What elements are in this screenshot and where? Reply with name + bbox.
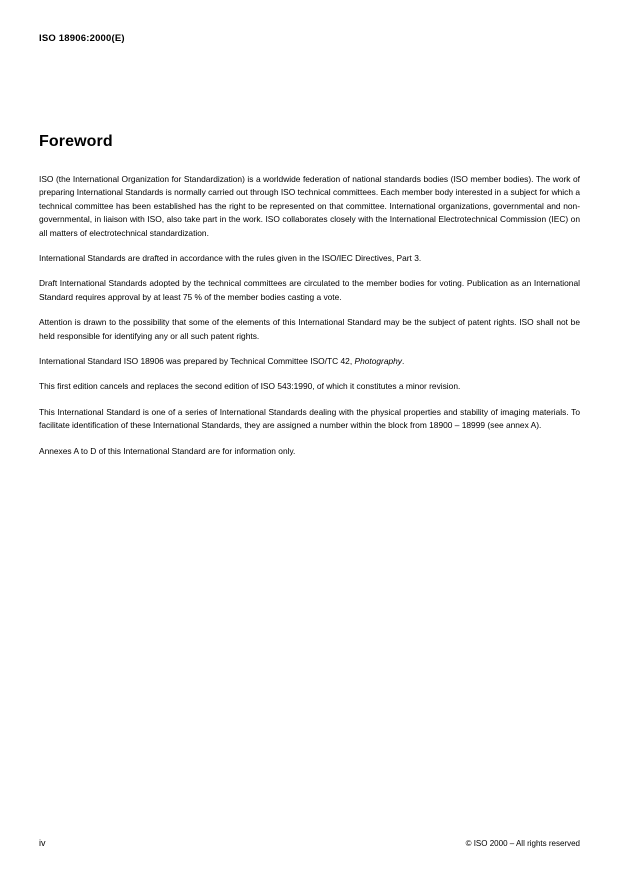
document-header: ISO 18906:2000(E) [39,33,125,44]
paragraph-series: This International Standard is one of a series of International Standards dealing with the physical properties and stability of imaging materials. To facilitate identification of these International Standards, they are assigned a number within the block from 18900 – 18999 (see annex A). [39,406,580,431]
paragraph-voting: Draft International Standards adopted by the technical committees are circulated to the member bodies for voting. Publication as an International Standard requires approval by at least 75 % of the member bodies casting a vote. [39,278,580,302]
page-title: Foreword [39,133,113,150]
page-number: iv [39,838,46,848]
prepared-by-suffix: . [401,356,405,367]
paragraph-first-edition: This first edition cancels and replaces the second edition of ISO 543:1990, of which it constitutes a minor revision. [39,381,461,392]
document-body [39,133,580,458]
paragraph-prepared-by [39,355,580,368]
paragraph-annexes: Annexes A to D of this International Standard are for information only. [39,445,296,456]
prepared-by-prefix: International Standard ISO 18906 was prepared by Technical Committee ISO/TC 42, [39,356,355,367]
paragraph-drafting-rules: International Standards are drafted in accordance with the rules given in the ISO/IEC Directives, Part 3. [39,253,422,264]
copyright-notice: © ISO 2000 – All rights reserved [465,839,580,848]
paragraph-patent-rights: Attention is drawn to the possibility that some of the elements of this International Standard may be the subject of patent rights. ISO shall not be held responsible for identifying any or all such patent rights. [39,317,580,341]
paragraph-scope: ISO (the International Organization for Standardization) is a worldwide federation of national standards bodies (ISO member bodies). The work of preparing International Standards is normally carried out through ISO technical committees. Each member body interested in a subject for which a technical committee has been established has the right to be represented on that committee. International organizations, governmental and non-governmental, in liaison with ISO, also take part in the work. ISO collaborates closely with the International Electrotechnical Commission (IEC) on all matters of electrotechnical standardization. [39,174,580,238]
prepared-by-committee-title: Photography [354,356,402,367]
